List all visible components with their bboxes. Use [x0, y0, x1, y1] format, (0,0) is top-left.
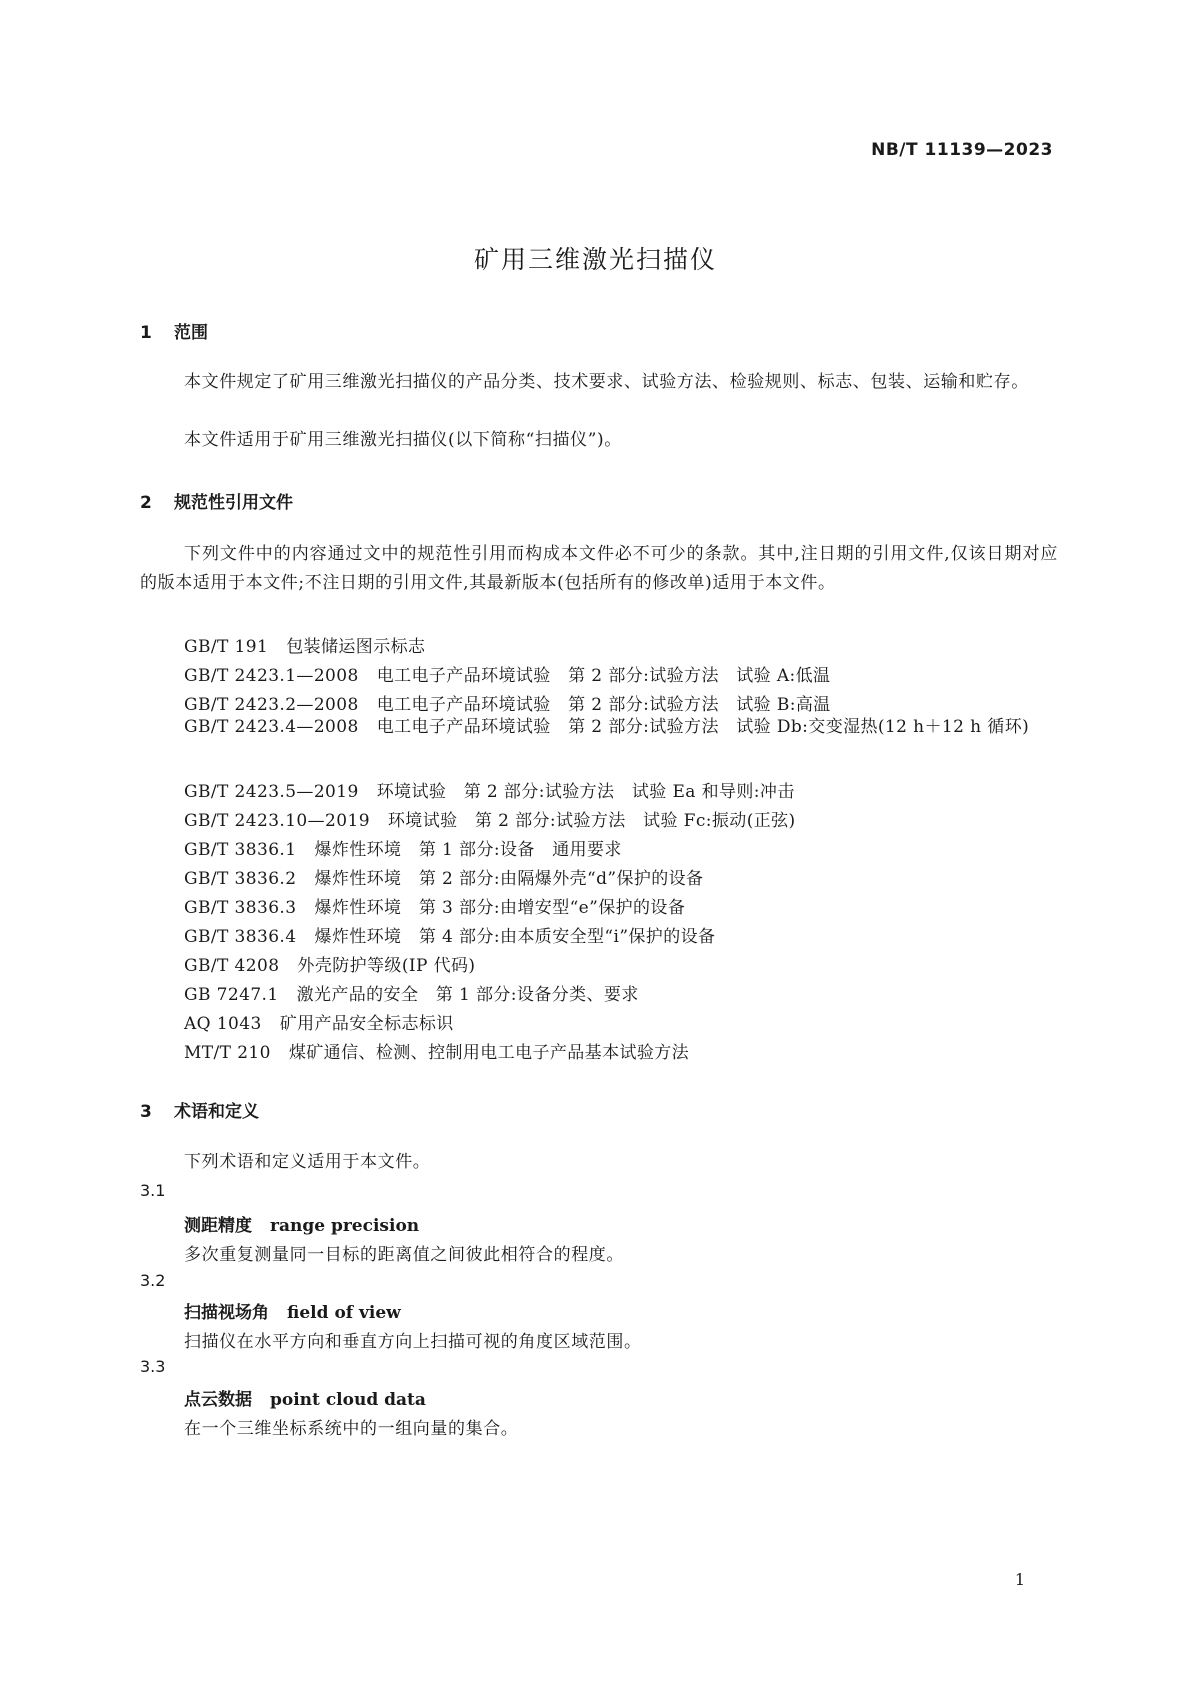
document-code: NB/T 11139—2023	[871, 140, 1053, 160]
reference-title: 外壳防护等级(IP 代码)	[297, 956, 476, 976]
reference-title: 爆炸性环境 第 4 部分:由本质安全型“i”保护的设备	[314, 927, 716, 947]
reference-title: 煤矿通信、检测、控制用电工电子产品基本试验方法	[288, 1043, 690, 1063]
reference-title: 矿用产品安全标志标识	[279, 1014, 454, 1034]
term-number: 3.1	[140, 1181, 166, 1200]
reference-item	[184, 893, 685, 918]
term-chinese: 点云数据	[184, 1390, 252, 1410]
reference-item	[184, 922, 715, 947]
reference-item	[184, 980, 639, 1005]
term-chinese: 测距精度	[184, 1216, 252, 1236]
reference-title: 爆炸性环境 第 2 部分:由隔爆外壳“d”保护的设备	[314, 869, 704, 889]
section-1-paragraph-2: 本文件适用于矿用三维激光扫描仪(以下简称“扫描仪”)。	[184, 430, 622, 450]
reference-title: 电工电子产品环境试验 第 2 部分:试验方法 试验 B:高温	[376, 695, 831, 715]
reference-code: GB/T 2423.10—2019	[184, 811, 370, 831]
section-number: 1	[140, 323, 152, 343]
section-1-paragraph-1: 本文件规定了矿用三维激光扫描仪的产品分类、技术要求、试验方法、检验规则、标志、包装、运输和贮存。	[184, 372, 1029, 392]
term-definition: 在一个三维坐标系统中的一组向量的集合。	[184, 1419, 519, 1439]
reference-code: GB 7247.1	[184, 985, 279, 1005]
section-3-heading	[140, 1097, 259, 1122]
reference-title: 激光产品的安全 第 1 部分:设备分类、要求	[296, 985, 639, 1005]
section-3-intro: 下列术语和定义适用于本文件。	[184, 1152, 431, 1172]
reference-item	[184, 1038, 689, 1063]
section-1-heading	[140, 318, 208, 343]
term-english: field of view	[287, 1303, 401, 1323]
reference-item	[184, 806, 796, 831]
reference-item	[184, 690, 831, 715]
document-title: 矿用三维激光扫描仪	[473, 245, 717, 274]
section-number: 3	[140, 1102, 152, 1122]
term-number: 3.3	[140, 1357, 166, 1376]
reference-item	[184, 661, 830, 686]
reference-item	[184, 835, 622, 860]
term-english: range precision	[270, 1216, 420, 1236]
reference-item	[184, 864, 703, 889]
reference-code: GB/T 4208	[184, 956, 280, 976]
reference-code: MT/T 210	[184, 1043, 271, 1063]
term-chinese: 扫描视场角	[184, 1303, 269, 1323]
term-entry	[184, 1385, 426, 1410]
section-title: 范围	[174, 323, 208, 343]
reference-code: GB/T 3836.2	[184, 869, 297, 889]
term-number: 3.2	[140, 1271, 166, 1290]
reference-title: 爆炸性环境 第 1 部分:设备 通用要求	[314, 840, 622, 860]
reference-code: GB/T 2423.4—2008	[184, 717, 359, 737]
reference-title: 电工电子产品环境试验 第 2 部分:试验方法 试验 Db:交变湿热(12 h＋12 h 循环)	[376, 717, 1030, 737]
reference-code: GB/T 2423.1—2008	[184, 666, 359, 686]
reference-code: GB/T 2423.2—2008	[184, 695, 359, 715]
section-2-heading	[140, 488, 293, 513]
term-definition: 多次重复测量同一目标的距离值之间彼此相符合的程度。	[184, 1245, 624, 1265]
reference-code: GB/T 3836.3	[184, 898, 297, 918]
reference-title: 环境试验 第 2 部分:试验方法 试验 Fc:振动(正弦)	[387, 811, 796, 831]
reference-item	[184, 777, 795, 802]
reference-item	[140, 713, 1058, 742]
reference-title: 电工电子产品环境试验 第 2 部分:试验方法 试验 A:低温	[376, 666, 831, 686]
reference-item	[184, 632, 425, 657]
reference-code: GB/T 2423.5—2019	[184, 782, 359, 802]
term-entry	[184, 1211, 419, 1236]
reference-title: 环境试验 第 2 部分:试验方法 试验 Ea 和导则:冲击	[376, 782, 795, 802]
reference-item	[184, 1009, 454, 1034]
reference-title: 爆炸性环境 第 3 部分:由增安型“e”保护的设备	[314, 898, 686, 918]
reference-code: GB/T 3836.4	[184, 927, 297, 947]
reference-title: 包装储运图示标志	[286, 637, 426, 657]
reference-item	[184, 951, 475, 976]
term-english: point cloud data	[270, 1390, 426, 1410]
section-title: 规范性引用文件	[174, 493, 293, 513]
reference-code: GB/T 3836.1	[184, 840, 297, 860]
term-entry	[184, 1298, 401, 1323]
reference-code: GB/T 191	[184, 637, 269, 657]
reference-code: AQ 1043	[184, 1014, 262, 1034]
section-2-intro: 下列文件中的内容通过文中的规范性引用而构成本文件必不可少的条款。其中,注日期的引用文件,仅该日期对应的版本适用于本文件;不注日期的引用文件,其最新版本(包括所有的修改单)适用于本文件。	[140, 544, 1058, 593]
section-title: 术语和定义	[174, 1102, 259, 1122]
section-number: 2	[140, 493, 152, 513]
page-number: 1	[1014, 1570, 1025, 1589]
term-definition: 扫描仪在水平方向和垂直方向上扫描可视的角度区域范围。	[184, 1332, 642, 1352]
